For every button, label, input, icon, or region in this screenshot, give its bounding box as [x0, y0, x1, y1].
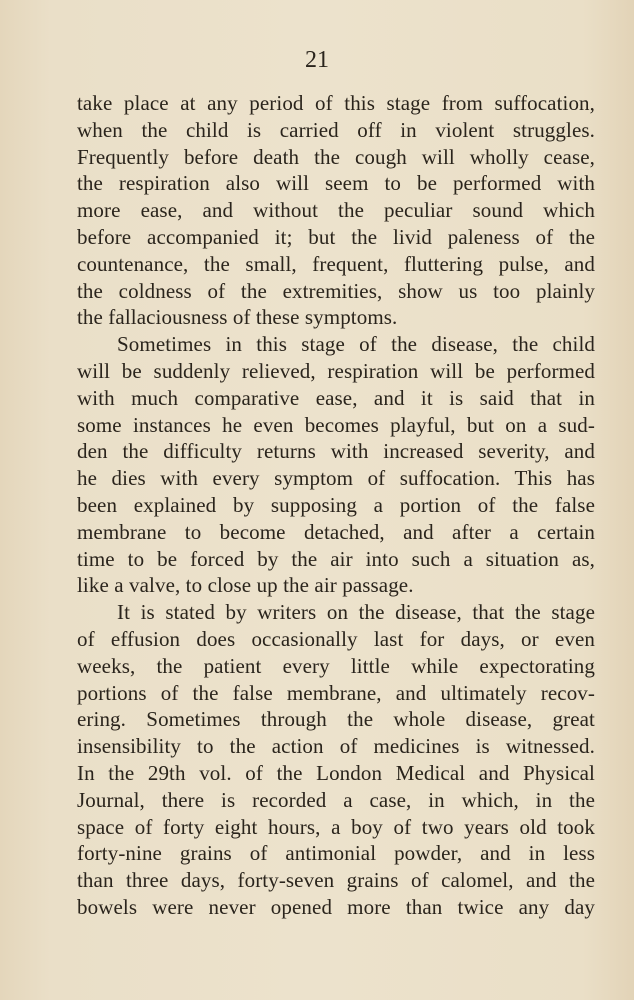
text-line: the respiration also will seem to be performed with: [77, 171, 595, 196]
text-line: portions of the false membrane, and ultimately recov-: [77, 680, 595, 705]
text-line: the coldness of the extremities, show us too plainly: [77, 278, 595, 303]
text-line: the fallaciousness of these symptoms.: [77, 305, 398, 330]
text-line: forty-nine grains of antimonial powder, and in less: [77, 841, 595, 866]
text-line: bowels were never opened more than twice any day: [77, 894, 595, 919]
text-line: membrane to become detached, and after a certain: [77, 519, 595, 544]
text-line: time to be forced by the air into such a situation as,: [77, 546, 595, 571]
text-line: Sometimes in this stage of the disease, the child: [117, 332, 595, 357]
text-line: he dies with every symptom of suffocation. This has: [77, 466, 595, 491]
text-line: before accompanied it; but the livid paleness of the: [77, 224, 595, 249]
text-line: den the difficulty returns with increased severity, and: [77, 439, 595, 464]
body-text: [77, 90, 595, 921]
text-line: take place at any period of this stage from suffocation,: [77, 91, 595, 115]
text-line: countenance, the small, frequent, fluttering pulse, and: [77, 251, 595, 276]
text-line: more ease, and without the peculiar sound which: [77, 198, 595, 223]
text-line: space of forty eight hours, a boy of two years old took: [77, 814, 595, 839]
text-line: will be suddenly relieved, respiration will be performed: [77, 358, 595, 383]
text-line: been explained by supposing a portion of the false: [77, 492, 595, 517]
text-line: when the child is carried off in violent struggles.: [77, 117, 595, 142]
text-line: ering. Sometimes through the whole disease, great: [77, 707, 595, 732]
text-line: like a valve, to close up the air passage.: [77, 573, 414, 598]
text-line: Journal, there is recorded a case, in which, in the: [77, 787, 595, 812]
text-line: It is stated by writers on the disease, that the stage: [117, 600, 595, 625]
text-line: In the 29th vol. of the London Medical and Physical: [77, 760, 595, 785]
text-line: than three days, forty-seven grains of calomel, and the: [77, 868, 595, 893]
text-line: insensibility to the action of medicines is witnessed.: [77, 734, 595, 759]
text-line: some instances he even becomes playful, but on a sud-: [77, 412, 595, 437]
text-line: weeks, the patient every little while expectorating: [77, 653, 595, 678]
text-line: Frequently before death the cough will wholly cease,: [77, 144, 595, 169]
text-line: of effusion does occasionally last for days, or even: [77, 626, 595, 651]
page-number: 21: [305, 47, 329, 73]
text-line: with much comparative ease, and it is said that in: [77, 385, 595, 410]
